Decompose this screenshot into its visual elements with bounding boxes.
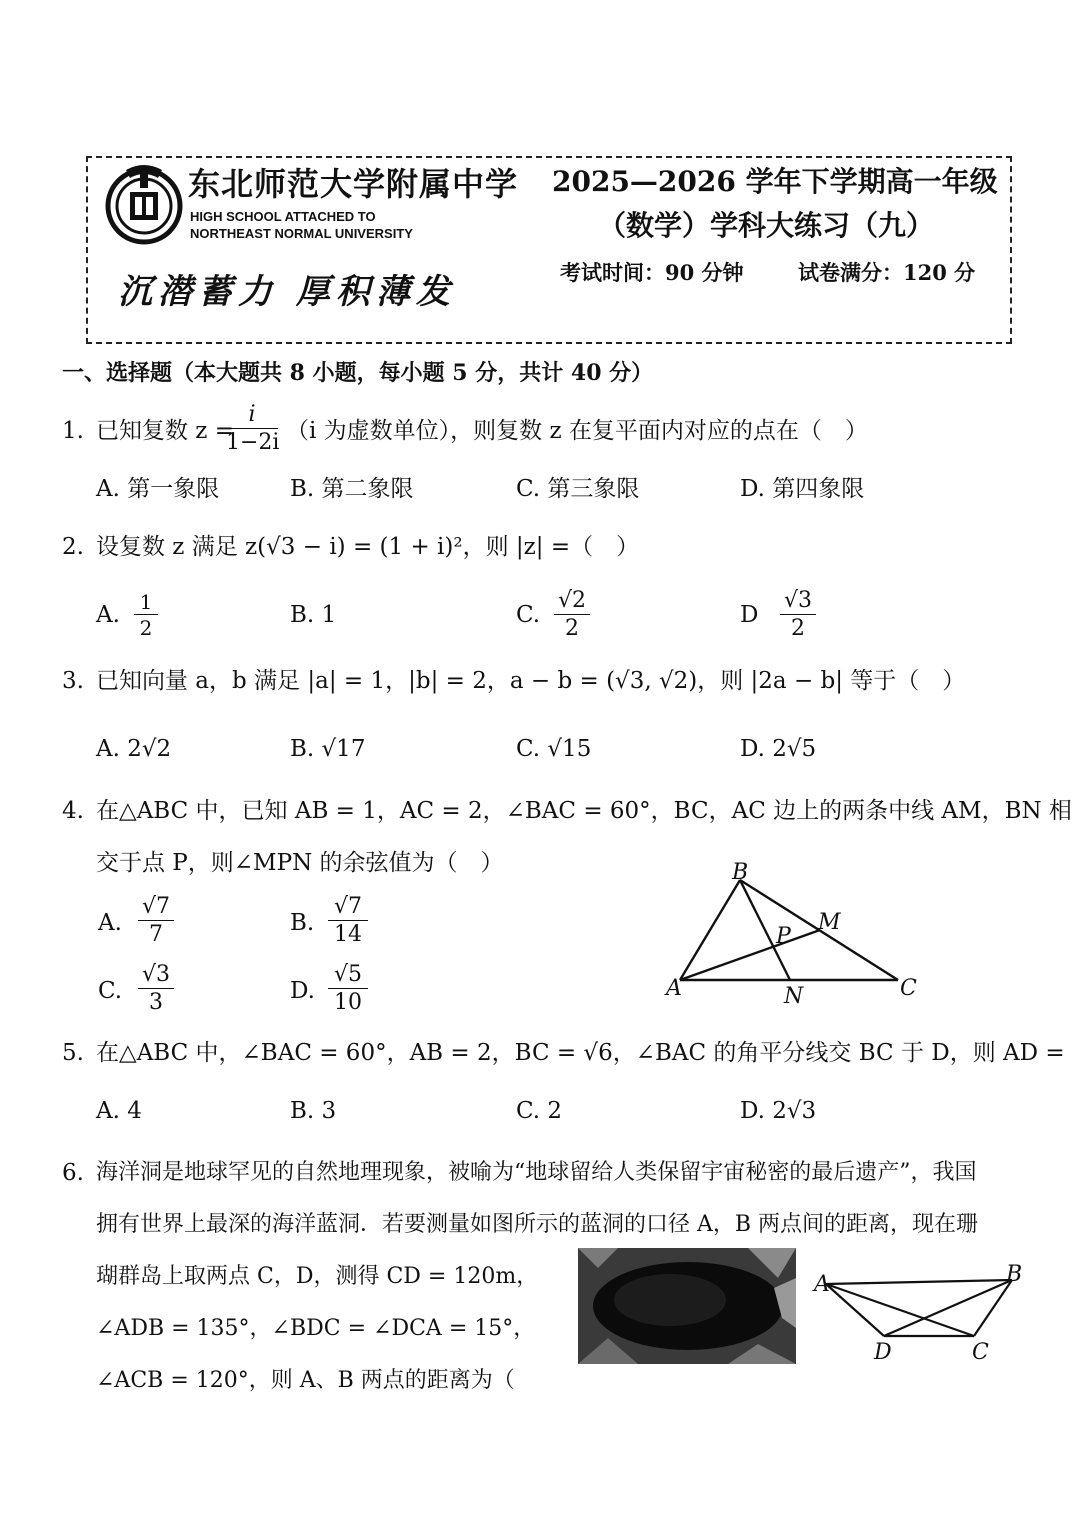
question-4-label-p: P [776, 924, 791, 949]
question-4-option-d-label: D. [290, 978, 315, 1004]
question-3-option-a: A. 2√2 [96, 736, 172, 762]
question-4-option-c-numerator: √3 [138, 964, 174, 989]
question-2-option-d-label: D [740, 602, 759, 628]
question-4-stem-line1: 在△ABC 中，已知 AB = 1，AC = 2，∠BAC = 60°，BC，AC 边上的两条中线 AM，BN 相 [96, 798, 1072, 824]
question-4-option-b-label: B. [290, 910, 315, 936]
question-4-option-a-numerator: √7 [138, 896, 174, 921]
question-4-option-a-fraction [138, 896, 174, 946]
question-4-option-c-fraction [138, 964, 174, 1014]
question-5-option-b: B. 3 [290, 1098, 337, 1124]
question-4-option-a-label: A. [98, 910, 122, 936]
school-motto: 沉潜蓄力 厚积薄发 [118, 272, 456, 312]
question-6-stem-line5: ∠ACB = 120°，则 A、B 两点的距离为（ [96, 1368, 515, 1393]
median-am [680, 930, 820, 980]
question-1-number: 1. [62, 418, 84, 444]
question-3-stem: 已知向量 a，b 满足 |a| = 1，|b| = 2，a − b = (√3, √2)，则 |2a − b| 等于（ ） [96, 668, 966, 694]
question-1-stem-post: （i 为虚数单位），则复数 z 在复平面内对应的点在（ ） [286, 418, 868, 444]
question-3-number: 3. [62, 668, 84, 694]
segment-ad [826, 1284, 884, 1336]
question-4-option-d-fraction [328, 964, 368, 1014]
question-4-option-b-numerator: √7 [328, 896, 368, 921]
question-4-option-c-label: C. [98, 978, 123, 1004]
question-2-option-a-numerator: 1 [134, 592, 158, 615]
school-name-cn: 东北师范大学附属中学 [188, 165, 519, 203]
question-2-option-c-label: C. [516, 602, 541, 628]
question-2-option-c-fraction [554, 590, 590, 640]
school-logo-icon [104, 162, 184, 246]
question-3-option-d: D. 2√5 [740, 736, 817, 762]
question-1-fraction [226, 404, 278, 454]
section-title: 一、选择题（本大题共 8 小题，每小题 5 分，共计 40 分） [62, 360, 654, 386]
question-4-label-c: C [900, 976, 917, 1001]
question-6-label-a: A [814, 1272, 830, 1297]
exam-time: 考试时间：90 分钟 [560, 260, 744, 285]
question-1-fraction-denominator: 1−2i [226, 430, 280, 455]
question-2-option-c-numerator: √2 [554, 590, 590, 615]
question-2-stem: 设复数 z 满足 z(√3 − i) = (1 + i)²，则 |z| =（ ） [96, 534, 640, 560]
question-2-number: 2. [62, 534, 84, 560]
question-5-option-c: C. 2 [516, 1098, 563, 1124]
school-name-en-line2: NORTHEAST NORMAL UNIVERSITY [190, 226, 413, 241]
question-2-option-a-fraction [134, 592, 158, 638]
question-1-option-b: B. 第二象限 [290, 476, 414, 502]
question-2-option-c-denominator: 2 [565, 616, 579, 641]
question-3-option-c: C. √15 [516, 736, 592, 762]
question-4-label-m: M [818, 910, 841, 935]
question-4-label-a: A [666, 976, 682, 1001]
question-4-label-b: B [732, 860, 749, 885]
question-5-option-d: D. 2√3 [740, 1098, 817, 1124]
question-6-stem-line4: ∠ADB = 135°，∠BDC = ∠DCA = 15°， [96, 1316, 536, 1341]
question-1-option-a: A. 第一象限 [96, 476, 220, 502]
question-6-number: 6. [62, 1160, 84, 1186]
exam-score: 试卷满分：120 分 [798, 260, 976, 285]
question-3-option-b: B. √17 [290, 736, 366, 762]
question-5-number: 5. [62, 1040, 84, 1066]
exam-title: 2025—2026 学年下学期高一年级 [552, 165, 998, 198]
question-4-option-d-denominator: 10 [334, 990, 362, 1015]
question-1-option-d: D. 第四象限 [740, 476, 865, 502]
question-4-option-d-numerator: √5 [328, 964, 368, 989]
blue-hole-photo [578, 1248, 796, 1364]
question-4-label-n: N [784, 984, 804, 1009]
question-6-figure [816, 1270, 1026, 1360]
question-6-label-b: B [1006, 1262, 1023, 1287]
question-6-stem-line1: 海洋洞是地球罕见的自然地理现象，被喻为“地球留给人类保留宇宙秘密的最后遗产”，我国 [96, 1160, 977, 1185]
exam-subtitle: （数学）学科大练习（九） [598, 209, 935, 242]
segment-ab [680, 880, 740, 980]
question-4-stem-line2: 交于点 P，则∠MPN 的余弦值为（ ） [96, 850, 504, 876]
question-5-option-a: A. 4 [96, 1098, 142, 1124]
question-2-option-d-fraction [780, 590, 816, 640]
question-2-option-a-denominator: 2 [139, 616, 153, 640]
question-6-label-c: C [972, 1340, 989, 1365]
question-1-fraction-numerator: i [226, 404, 278, 429]
question-4-option-a-denominator: 7 [149, 922, 163, 947]
question-4-option-b-denominator: 14 [334, 922, 362, 947]
question-2-option-b: B. 1 [290, 602, 337, 628]
question-4-option-c-denominator: 3 [149, 990, 163, 1015]
question-4-number: 4. [62, 798, 84, 824]
question-2-option-a-label: A. [96, 602, 120, 628]
question-4-option-b-fraction [328, 896, 368, 946]
question-6-stem-line2: 拥有世界上最深的海洋蓝洞．若要测量如图所示的蓝洞的口径 A，B 两点间的距离，现在珊 [96, 1212, 979, 1237]
segment-ab [826, 1280, 1012, 1284]
question-2-option-d-denominator: 2 [791, 616, 805, 641]
question-1-option-c: C. 第三象限 [516, 476, 640, 502]
school-name-en-line1: HIGH SCHOOL ATTACHED TO [190, 209, 376, 224]
question-5-stem: 在△ABC 中，∠BAC = 60°，AB = 2，BC = √6，∠BAC 的角平分线交 BC 于 D，则 AD = [96, 1040, 1065, 1066]
question-2-option-d-numerator: √3 [780, 590, 816, 615]
question-1-stem-pre: 已知复数 z = [96, 418, 235, 444]
question-6-label-d: D [874, 1340, 892, 1365]
question-6-stem-line3: 瑚群岛上取两点 C，D，测得 CD = 120m， [96, 1264, 539, 1289]
